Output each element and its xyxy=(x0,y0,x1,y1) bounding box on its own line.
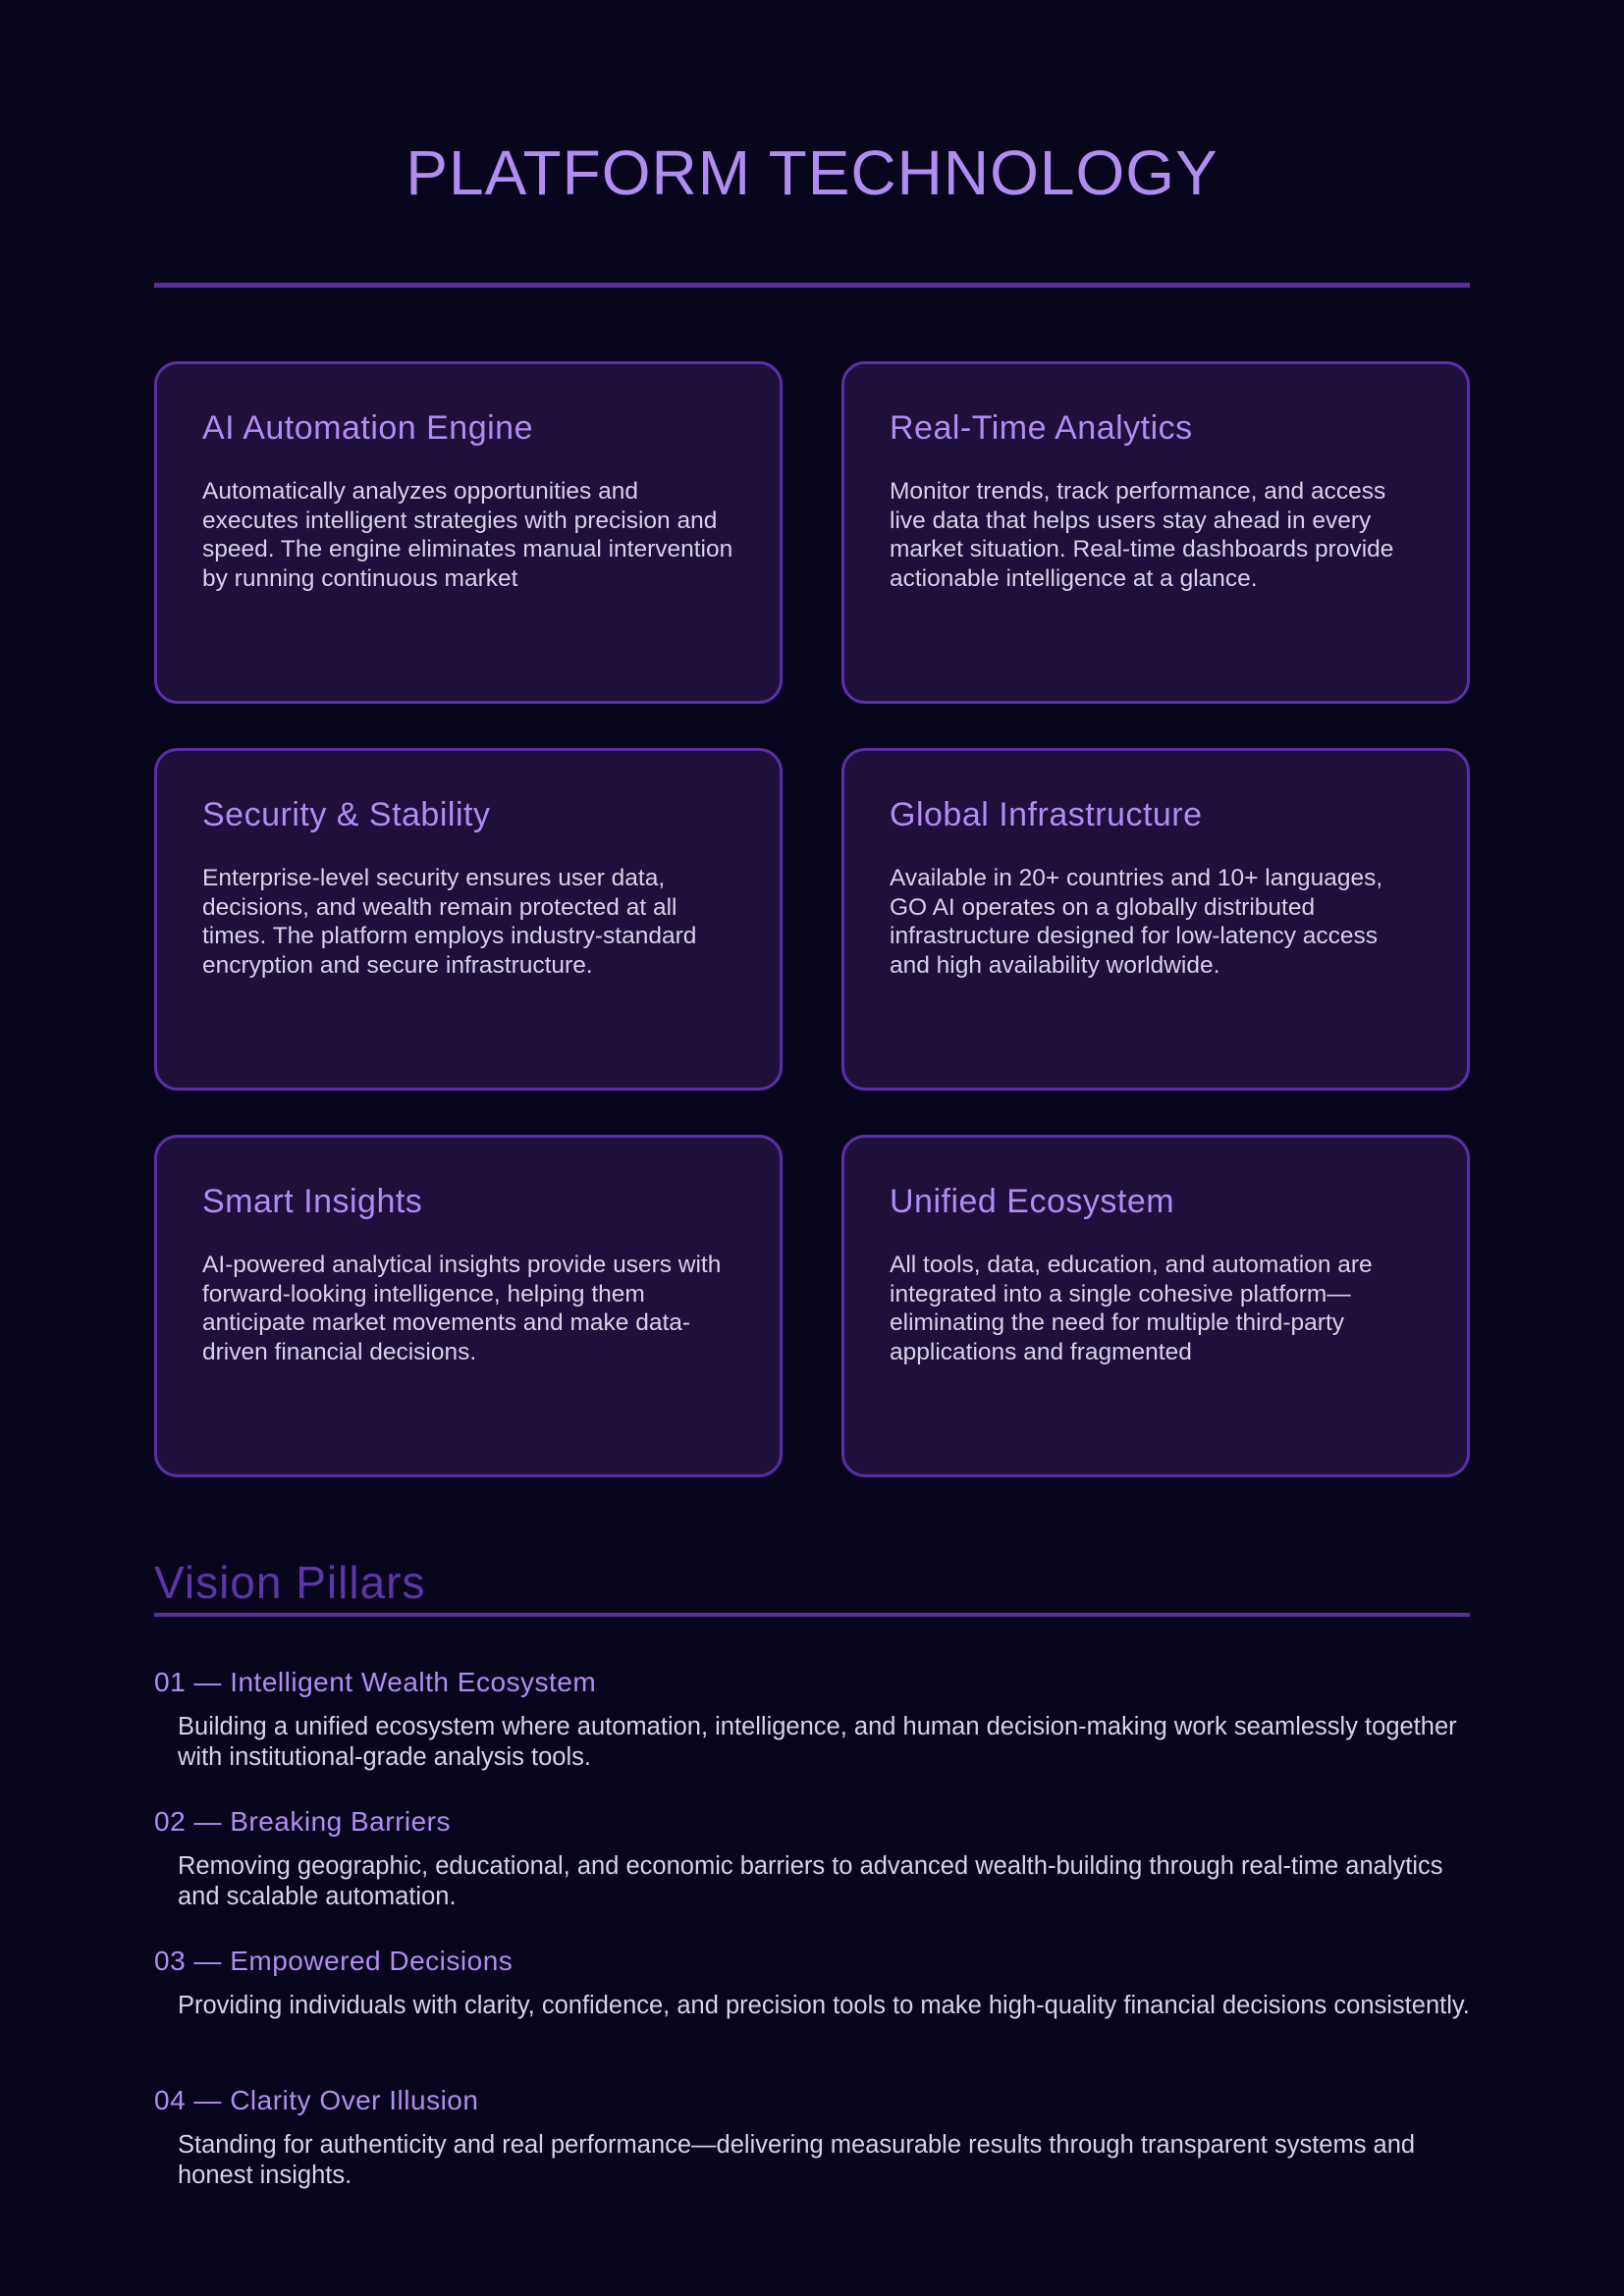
vision-pillars-heading: Vision Pillars xyxy=(154,1557,426,1608)
card-title: Smart Insights xyxy=(202,1183,423,1220)
card-description: Available in 20+ countries and 10+ languages, GO AI operates on a globally distributed infrastructure designed for low-latency access and high availability worldwide. xyxy=(890,865,1383,979)
pillar-description: Removing geographic, educational, and economic barriers to advanced wealth-building through real-time analytics and scalable automation. xyxy=(178,1852,1443,1910)
pillar-item xyxy=(154,1944,1470,2083)
card-unified-ecosystem xyxy=(841,1135,1470,1477)
pillar-item xyxy=(154,2083,1470,2222)
card-smart-insights xyxy=(154,1135,783,1477)
card-title: Security & Stability xyxy=(202,796,491,833)
pillar-title: 01 — Intelligent Wealth Ecosystem xyxy=(154,1667,597,1697)
pillar-item xyxy=(154,1804,1470,1944)
card-title: Real-Time Analytics xyxy=(890,409,1193,447)
card-description: All tools, data, education, and automation are integrated into a single cohesive platform—eliminating the need for multiple third-party applications and fragmented xyxy=(890,1252,1373,1365)
card-security-stability xyxy=(154,748,783,1091)
pillar-item xyxy=(154,1665,1470,1804)
pillar-description: Providing individuals with clarity, confidence, and precision tools to make high-quality financial decisions consistently. xyxy=(178,1992,1470,2019)
pillar-title: 03 — Empowered Decisions xyxy=(154,1946,514,1976)
pillar-title: 02 — Breaking Barriers xyxy=(154,1806,452,1837)
pillar-description: Standing for authenticity and real performance—delivering measurable results through transparent systems and honest insights. xyxy=(178,2131,1416,2189)
vision-pillars-list xyxy=(154,1665,1470,2222)
card-description: Monitor trends, track performance, and access live data that helps users stay ahead in every market situation. Real-time dashboards provide actionable intelligence at a glance. xyxy=(890,478,1394,592)
card-real-time-analytics xyxy=(841,361,1470,704)
card-title: Unified Ecosystem xyxy=(890,1183,1175,1220)
card-description: Enterprise-level security ensures user data, decisions, and wealth remain protected at all times. The platform employs industry-standard encryption and secure infrastructure. xyxy=(202,865,697,979)
pillar-description: Building a unified ecosystem where automation, intelligence, and human decision-making work seamlessly together with institutional-grade analysis tools. xyxy=(178,1713,1457,1771)
feature-cards-grid xyxy=(154,361,1470,1477)
page-title: PLATFORM TECHNOLOGY xyxy=(406,137,1218,208)
card-title: Global Infrastructure xyxy=(890,796,1203,833)
card-description: AI-powered analytical insights provide users with forward-looking intelligence, helping them anticipate market movements and make data-driven financial decisions. xyxy=(202,1252,722,1365)
vision-divider xyxy=(154,1613,1470,1617)
card-title: AI Automation Engine xyxy=(202,409,534,447)
card-description: Automatically analyzes opportunities and executes intelligent strategies with precision and speed. The engine eliminates manual intervention by running continuous market xyxy=(202,478,733,592)
title-divider xyxy=(154,283,1470,288)
card-global-infrastructure xyxy=(841,748,1470,1091)
pillar-title: 04 — Clarity Over Illusion xyxy=(154,2085,479,2115)
card-ai-automation-engine xyxy=(154,361,783,704)
